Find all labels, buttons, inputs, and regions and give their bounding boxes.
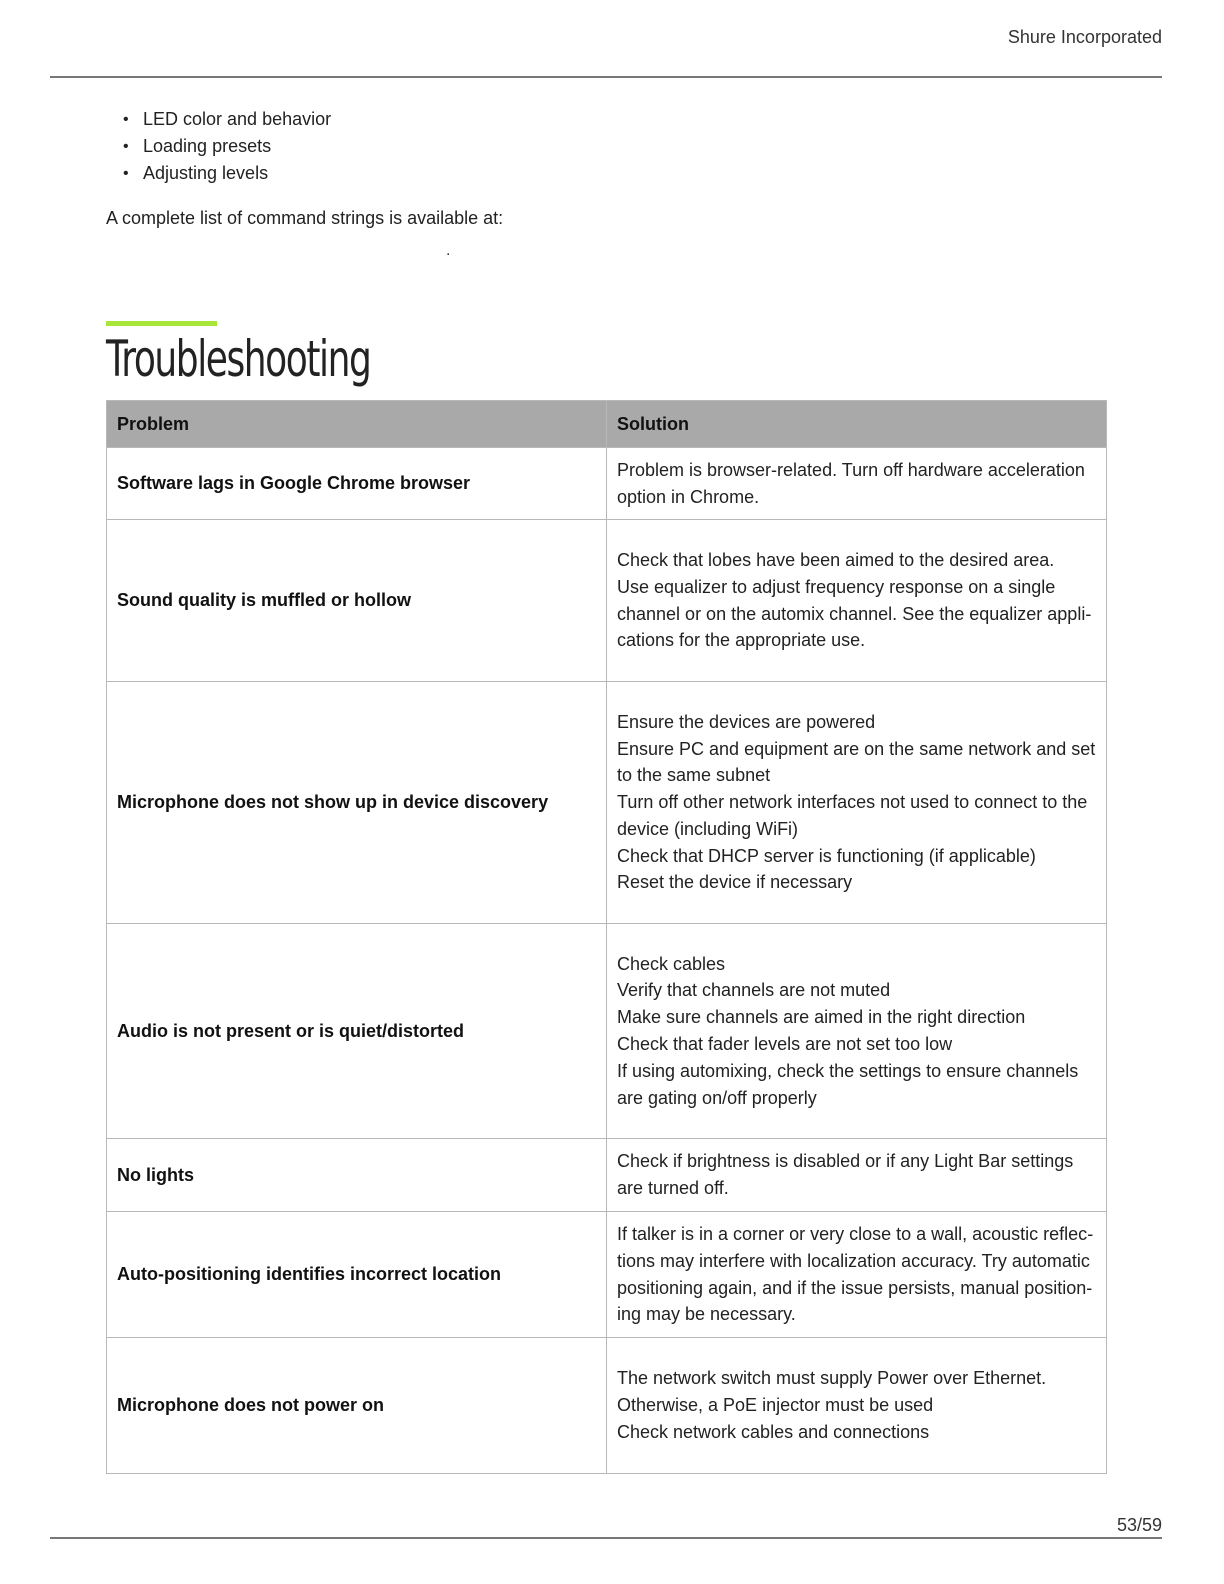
header-company: Shure Incorporated bbox=[1007, 27, 1162, 47]
intro-text: A complete list of command strings is available at: bbox=[106, 208, 504, 228]
problem-cell: Sound quality is muffled or hollow bbox=[107, 520, 607, 682]
solution-line: Check that DHCP server is functioning (if applicable) bbox=[617, 845, 1036, 866]
list-item: • Loading presets bbox=[106, 133, 331, 160]
problem-cell: No lights bbox=[107, 1139, 607, 1212]
problem-cell: Audio is not present or is quiet/distorted bbox=[107, 924, 607, 1139]
section-title: Troubleshooting bbox=[106, 330, 371, 388]
problem-cell: Auto-positioning identifies incorrect location bbox=[107, 1212, 607, 1338]
problem-cell: Software lags in Google Chrome browser bbox=[107, 448, 607, 520]
header-divider bbox=[50, 76, 1162, 78]
solution-line: Ensure the devices are powered bbox=[617, 711, 876, 732]
solution-cell bbox=[607, 1338, 1107, 1474]
solution-line: Check network cables and connections bbox=[617, 1421, 930, 1442]
solution-line: Ensure PC and equipment are on the same network and set to the same subnet bbox=[617, 738, 1096, 786]
solution-line: Check that lobes have been aimed to the desired area. bbox=[617, 549, 1055, 570]
solution-cell bbox=[607, 924, 1107, 1139]
solution-cell bbox=[607, 1212, 1107, 1338]
problem-cell: Microphone does not show up in device discovery bbox=[107, 682, 607, 924]
problem-cell: Microphone does not power on bbox=[107, 1338, 607, 1474]
table-row bbox=[107, 924, 1107, 1139]
solution-cell bbox=[607, 1139, 1107, 1212]
solution-cell bbox=[607, 520, 1107, 682]
link-end-period: . bbox=[446, 242, 451, 259]
solution-line: Check if brightness is disabled or if any Light Bar settings are turned off. bbox=[617, 1151, 1074, 1198]
section-accent-bar bbox=[106, 321, 217, 326]
header-solution: Solution bbox=[607, 401, 1107, 448]
table-row bbox=[107, 1139, 1107, 1212]
table-row bbox=[107, 1338, 1107, 1474]
page-number: 53/59 bbox=[1116, 1515, 1162, 1535]
solution-line: The network switch must supply Power over Ethernet. Otherwise, a PoE injector must be used bbox=[617, 1368, 1047, 1416]
solution-cell bbox=[607, 448, 1107, 520]
table-row bbox=[107, 682, 1107, 924]
solution-line: Turn off other network interfaces not used to connect to the device (including WiFi) bbox=[617, 792, 1088, 839]
troubleshooting-table bbox=[106, 400, 1107, 1474]
table-header-row bbox=[107, 401, 1107, 448]
solution-line: Check cables bbox=[617, 953, 726, 974]
header-problem: Problem bbox=[107, 401, 607, 448]
solution-line: Reset the device if necessary bbox=[617, 872, 853, 893]
solution-line: If talker is in a corner or very close to a wall, acoustic reflections may interfere with localization accuracy. Try automatic positioning again, and if the issue persists, manual positioning may be necessary. bbox=[617, 1223, 1094, 1325]
table-row bbox=[107, 448, 1107, 520]
solution-cell bbox=[607, 682, 1107, 924]
solution-line: Verify that channels are not muted bbox=[617, 980, 891, 1001]
solution-line: If using automixing, check the settings to ensure channels are gating on/off properly bbox=[617, 1060, 1079, 1108]
footer-divider bbox=[50, 1537, 1162, 1539]
solution-line: Make sure channels are aimed in the right direction bbox=[617, 1007, 1026, 1028]
bullet-list bbox=[106, 106, 331, 187]
table-row bbox=[107, 1212, 1107, 1338]
list-item: • LED color and behavior bbox=[106, 106, 331, 133]
list-item: • Adjusting levels bbox=[106, 160, 331, 187]
solution-line: Use equalizer to adjust frequency response on a single channel or on the automix channel. See the equalizer applications for the appropriate use. bbox=[617, 576, 1092, 651]
solution-line: Check that fader levels are not set too low bbox=[617, 1034, 953, 1054]
table-row bbox=[107, 520, 1107, 682]
solution-line: Problem is browser-related. Turn off hardware acceleration option in Chrome. bbox=[617, 459, 1085, 507]
